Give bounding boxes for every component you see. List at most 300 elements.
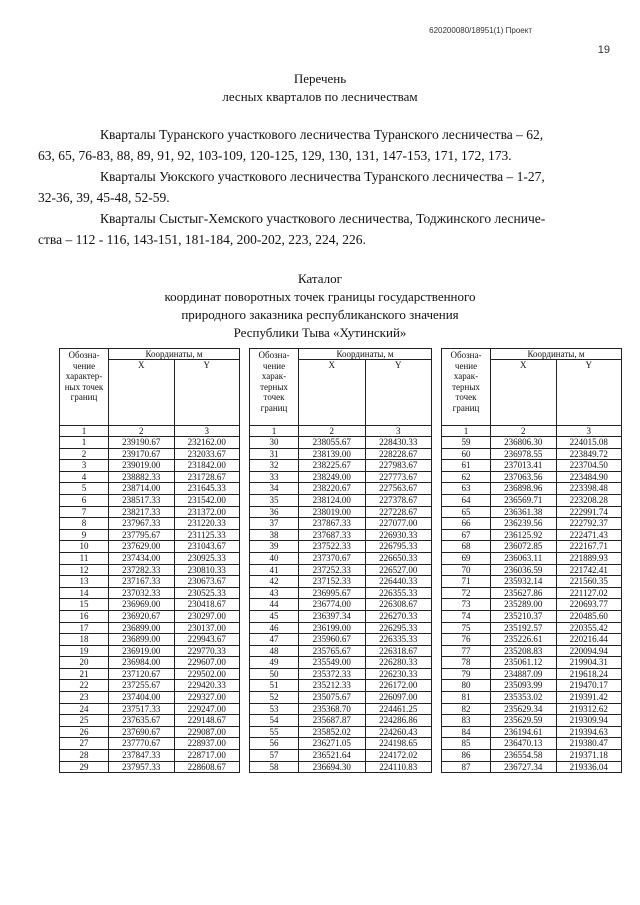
table-cell: 220693.77	[556, 599, 622, 611]
paragraph-line: ства – 112 - 116, 143-151, 181-184, 200-202, 223, 224, 226.	[38, 232, 366, 247]
table-cell: 231645.33	[174, 483, 240, 495]
table-cell: 237252.33	[299, 564, 366, 576]
table-cell: 16	[60, 610, 109, 622]
table-cell: 60	[442, 448, 491, 460]
table-cell: 66	[442, 518, 491, 530]
table-cell: 53	[250, 703, 299, 715]
table-cell: 62	[442, 471, 491, 483]
table-row	[442, 622, 622, 634]
table-cell: 231220.33	[174, 518, 240, 530]
table-cell: 219309.94	[556, 715, 622, 727]
table-cell: 235210.37	[491, 610, 557, 622]
table-row	[250, 599, 432, 611]
table-row	[442, 668, 622, 680]
table-cell: 223398.48	[556, 483, 622, 495]
table-cell: 223484.90	[556, 471, 622, 483]
table-row	[250, 738, 432, 750]
table-cell: 236920.67	[109, 610, 175, 622]
table-cell: 228937.00	[174, 738, 240, 750]
x-header: X	[491, 360, 557, 426]
table-cell: 83	[442, 715, 491, 727]
table-cell: 237957.33	[109, 761, 175, 773]
table-row	[250, 460, 432, 472]
y-header: Y	[556, 360, 622, 426]
table-cell: 229420.33	[174, 680, 240, 692]
table-row	[60, 552, 240, 564]
table-row	[250, 576, 432, 588]
table-row	[250, 471, 432, 483]
table-cell: 231842.00	[174, 460, 240, 472]
table-cell: 21	[60, 668, 109, 680]
table-cell: 231043.67	[174, 541, 240, 553]
table-cell: 235075.67	[299, 692, 366, 704]
table-cell: 234887.09	[491, 668, 557, 680]
table-cell: 219336.04	[556, 761, 622, 773]
table-cell: 236899.00	[109, 622, 175, 634]
table-cell: 235289.00	[491, 599, 557, 611]
table-row	[250, 552, 432, 564]
x-header: X	[299, 360, 366, 426]
table-row	[250, 657, 432, 669]
table-cell: 239170.67	[109, 448, 175, 460]
table-cell: 237522.33	[299, 541, 366, 553]
table-cell: 236898.96	[491, 483, 557, 495]
column-number-cell: 2	[109, 426, 175, 437]
table-cell: 228717.00	[174, 750, 240, 762]
table-cell: 238714.00	[109, 483, 175, 495]
catalog-title-line1: Каталог	[298, 271, 342, 286]
table-cell: 236899.00	[109, 634, 175, 646]
table-cell: 227378.67	[365, 494, 432, 506]
table-cell: 25	[60, 715, 109, 727]
table-cell: 229770.33	[174, 645, 240, 657]
table-row	[442, 703, 622, 715]
paragraph-line: Кварталы Сыстыг-Хемского участкового лесничества, Тоджинского лесниче-	[100, 211, 546, 226]
table-cell: 238055.67	[299, 437, 366, 449]
table-cell: 79	[442, 668, 491, 680]
table-cell: 19	[60, 645, 109, 657]
table-cell: 232033.67	[174, 448, 240, 460]
table-row	[442, 610, 622, 622]
table-cell: 220485.60	[556, 610, 622, 622]
table-cell: 81	[442, 692, 491, 704]
table-cell: 236774.00	[299, 599, 366, 611]
table-cell: 78	[442, 657, 491, 669]
table-cell: 220216.44	[556, 634, 622, 646]
table-cell: 236125.92	[491, 529, 557, 541]
paragraph-line: Кварталы Туранского участкового лесничества Туранского лесничества – 62,	[100, 127, 544, 142]
table-cell: 230137.00	[174, 622, 240, 634]
table-cell: 235765.67	[299, 645, 366, 657]
table-cell: 237255.67	[109, 680, 175, 692]
table-row	[250, 437, 432, 449]
table-cell: 227983.67	[365, 460, 432, 472]
table-cell: 235353.02	[491, 692, 557, 704]
catalog-title-line4: Республики Тыва «Хутинский»	[233, 325, 407, 340]
table-row	[250, 703, 432, 715]
table-cell: 36	[250, 506, 299, 518]
column-number-cell: 2	[491, 426, 557, 437]
table-cell: 221560.35	[556, 576, 622, 588]
table-cell: 64	[442, 494, 491, 506]
paragraph-uyuk	[38, 166, 610, 208]
table-row	[250, 541, 432, 553]
table-cell: 48	[250, 645, 299, 657]
table-cell: 44	[250, 599, 299, 611]
table-cell: 229607.00	[174, 657, 240, 669]
table-cell: 237282.33	[109, 564, 175, 576]
table-cell: 222991.74	[556, 506, 622, 518]
table-cell: 17	[60, 622, 109, 634]
table-cell: 235093.99	[491, 680, 557, 692]
table-cell: 41	[250, 564, 299, 576]
table-cell: 226172.00	[365, 680, 432, 692]
table-cell: 4	[60, 471, 109, 483]
table-cell: 7	[60, 506, 109, 518]
table-cell: 237867.33	[299, 518, 366, 530]
table-cell: 227773.67	[365, 471, 432, 483]
table-cell: 55	[250, 726, 299, 738]
page-number: 19	[597, 44, 610, 56]
table-row	[250, 750, 432, 762]
table-cell: 23	[60, 692, 109, 704]
table-cell: 56	[250, 738, 299, 750]
table-cell: 235629.34	[491, 703, 557, 715]
table-cell: 236995.67	[299, 587, 366, 599]
column-number-cell: 1	[60, 426, 109, 437]
table-cell: 68	[442, 541, 491, 553]
table-row	[60, 622, 240, 634]
table-cell: 229087.00	[174, 726, 240, 738]
table-cell: 235687.87	[299, 715, 366, 727]
table-cell: 69	[442, 552, 491, 564]
table-cell: 238882.33	[109, 471, 175, 483]
table-cell: 76	[442, 634, 491, 646]
catalog-title	[0, 270, 640, 342]
table-row	[442, 471, 622, 483]
designation-header: Обозна-чение харак-терных точек границ	[250, 349, 299, 426]
table-cell: 49	[250, 657, 299, 669]
table-cell: 220355.42	[556, 622, 622, 634]
table-cell: 229502.00	[174, 668, 240, 680]
table-row	[250, 692, 432, 704]
table-cell: 235208.83	[491, 645, 557, 657]
table-row	[250, 668, 432, 680]
table-cell: 86	[442, 750, 491, 762]
table-cell: 230810.33	[174, 564, 240, 576]
table-cell: 65	[442, 506, 491, 518]
table-cell: 237404.00	[109, 692, 175, 704]
table-cell: 230673.67	[174, 576, 240, 588]
paragraph-line: 63, 65, 76-83, 88, 89, 91, 92, 103-109, 120-125, 129, 130, 131, 147-153, 171, 172, 173.	[38, 148, 512, 163]
table-cell: 235852.02	[299, 726, 366, 738]
table-cell: 237434.00	[109, 552, 175, 564]
column-number-cell: 1	[250, 426, 299, 437]
table-row	[250, 587, 432, 599]
table-cell: 226230.33	[365, 668, 432, 680]
table-cell: 39	[250, 541, 299, 553]
table-cell: 239190.67	[109, 437, 175, 449]
table-cell: 230525.33	[174, 587, 240, 599]
table-row	[442, 750, 622, 762]
table-cell: 224461.25	[365, 703, 432, 715]
table-cell: 237629.00	[109, 541, 175, 553]
table-cell: 22	[60, 680, 109, 692]
table-cell: 237687.33	[299, 529, 366, 541]
table-cell: 235368.70	[299, 703, 366, 715]
table-cell: 231125.33	[174, 529, 240, 541]
table-cell: 18	[60, 634, 109, 646]
coordinates-table-3	[441, 348, 622, 773]
paragraph-turan	[38, 124, 610, 166]
table-cell: 61	[442, 460, 491, 472]
table-cell: 219380.47	[556, 738, 622, 750]
document-number: 620200080/18951(1) Проект	[429, 26, 532, 35]
table-row	[442, 738, 622, 750]
table-cell: 235960.67	[299, 634, 366, 646]
table-cell: 3	[60, 460, 109, 472]
y-header: Y	[365, 360, 432, 426]
table-cell: 226795.33	[365, 541, 432, 553]
designation-header: Обозна-чение характер-ных точек границ	[60, 349, 109, 426]
table-cell: 52	[250, 692, 299, 704]
table-row	[250, 622, 432, 634]
table-cell: 70	[442, 564, 491, 576]
table-cell: 34	[250, 483, 299, 495]
table-cell: 84	[442, 726, 491, 738]
table-cell: 235372.33	[299, 668, 366, 680]
table-row	[60, 645, 240, 657]
table-row	[442, 657, 622, 669]
table-row	[442, 715, 622, 727]
table-cell: 237063.56	[491, 471, 557, 483]
table-cell: 238517.33	[109, 494, 175, 506]
table-row	[250, 506, 432, 518]
table-row	[442, 506, 622, 518]
table-cell: 75	[442, 622, 491, 634]
table-row	[60, 726, 240, 738]
coordinates-header: Координаты, м	[109, 349, 240, 360]
table-row	[442, 518, 622, 530]
table-cell: 228228.67	[365, 448, 432, 460]
table-cell: 236569.71	[491, 494, 557, 506]
table-row	[60, 541, 240, 553]
table-cell: 238139.00	[299, 448, 366, 460]
catalog-title-line2: координат поворотных точек границы государственного	[164, 289, 476, 304]
table-cell: 238217.33	[109, 506, 175, 518]
table-row	[60, 680, 240, 692]
table-cell: 223208.28	[556, 494, 622, 506]
table-cell: 235549.00	[299, 657, 366, 669]
table-cell: 77	[442, 645, 491, 657]
paragraph-systyg	[38, 208, 610, 250]
list-title-line1: Перечень	[293, 71, 347, 86]
table-cell: 80	[442, 680, 491, 692]
table-cell: 73	[442, 599, 491, 611]
table-cell: 71	[442, 576, 491, 588]
table-row	[442, 494, 622, 506]
table-cell: 2	[60, 448, 109, 460]
table-cell: 236239.56	[491, 518, 557, 530]
table-cell: 236806.30	[491, 437, 557, 449]
list-title-line2: лесных кварталов по лесничествам	[222, 89, 418, 104]
table-cell: 38	[250, 529, 299, 541]
table-cell: 32	[250, 460, 299, 472]
table-cell: 237795.67	[109, 529, 175, 541]
table-row	[442, 448, 622, 460]
table-cell: 226280.33	[365, 657, 432, 669]
table-row	[60, 750, 240, 762]
table-row	[60, 576, 240, 588]
coordinates-header: Координаты, м	[491, 349, 622, 360]
table-cell: 236694.30	[299, 761, 366, 773]
table-row	[60, 518, 240, 530]
table-cell: 231728.67	[174, 471, 240, 483]
table-cell: 237013.41	[491, 460, 557, 472]
table-row	[60, 564, 240, 576]
column-number-cell: 1	[442, 426, 491, 437]
column-number-cell: 2	[299, 426, 366, 437]
table-cell: 35	[250, 494, 299, 506]
table-cell: 227077.00	[365, 518, 432, 530]
table-cell: 46	[250, 622, 299, 634]
table-cell: 87	[442, 761, 491, 773]
table-cell: 235629.59	[491, 715, 557, 727]
table-cell: 226355.33	[365, 587, 432, 599]
table-cell: 229327.00	[174, 692, 240, 704]
table-row	[60, 448, 240, 460]
table-cell: 226440.33	[365, 576, 432, 588]
table-cell: 236072.85	[491, 541, 557, 553]
table-row	[60, 715, 240, 727]
table-row	[442, 552, 622, 564]
table-cell: 230418.67	[174, 599, 240, 611]
table-cell: 223704.50	[556, 460, 622, 472]
table-cell: 45	[250, 610, 299, 622]
table-row	[442, 599, 622, 611]
table-cell: 63	[442, 483, 491, 495]
table-cell: 224198.65	[365, 738, 432, 750]
table-row	[442, 564, 622, 576]
coordinates-table-1	[59, 348, 240, 773]
table-row	[442, 726, 622, 738]
table-cell: 24	[60, 703, 109, 715]
table-cell: 236969.00	[109, 599, 175, 611]
table-cell: 226308.67	[365, 599, 432, 611]
table-cell: 51	[250, 680, 299, 692]
table-cell: 221889.93	[556, 552, 622, 564]
table-cell: 222471.43	[556, 529, 622, 541]
table-row	[60, 761, 240, 773]
table-cell: 224260.43	[365, 726, 432, 738]
table-cell: 43	[250, 587, 299, 599]
table-cell: 236554.58	[491, 750, 557, 762]
table-row	[60, 610, 240, 622]
table-cell: 238225.67	[299, 460, 366, 472]
table-cell: 228608.67	[174, 761, 240, 773]
table-row	[442, 529, 622, 541]
table-cell: 10	[60, 541, 109, 553]
table-cell: 33	[250, 471, 299, 483]
table-cell: 221127.02	[556, 587, 622, 599]
table-cell: 224286.86	[365, 715, 432, 727]
table-cell: 219394.63	[556, 726, 622, 738]
table-row	[60, 471, 240, 483]
table-row	[442, 460, 622, 472]
table-cell: 227563.67	[365, 483, 432, 495]
table-cell: 237167.33	[109, 576, 175, 588]
table-cell: 232162.00	[174, 437, 240, 449]
table-row	[250, 645, 432, 657]
table-cell: 37	[250, 518, 299, 530]
table-cell: 235192.57	[491, 622, 557, 634]
table-cell: 26	[60, 726, 109, 738]
column-number-cell: 3	[365, 426, 432, 437]
table-row	[442, 761, 622, 773]
table-cell: 8	[60, 518, 109, 530]
table-cell: 222167.71	[556, 541, 622, 553]
table-cell: 226270.33	[365, 610, 432, 622]
table-row	[60, 483, 240, 495]
table-row	[60, 460, 240, 472]
x-header: X	[109, 360, 175, 426]
table-cell: 219470.17	[556, 680, 622, 692]
table-row	[250, 564, 432, 576]
table-row	[60, 634, 240, 646]
table-row	[442, 587, 622, 599]
table-row	[250, 518, 432, 530]
table-cell: 57	[250, 750, 299, 762]
table-cell: 31	[250, 448, 299, 460]
table-cell: 235061.12	[491, 657, 557, 669]
table-cell: 221742.41	[556, 564, 622, 576]
table-cell: 238249.00	[299, 471, 366, 483]
table-cell: 30	[250, 437, 299, 449]
table-cell: 239019.00	[109, 460, 175, 472]
table-cell: 85	[442, 738, 491, 750]
table-cell: 228430.33	[365, 437, 432, 449]
table-cell: 235212.33	[299, 680, 366, 692]
table-cell: 220094.94	[556, 645, 622, 657]
table-cell: 231542.00	[174, 494, 240, 506]
table-row	[250, 529, 432, 541]
table-row	[60, 657, 240, 669]
table-cell: 238124.00	[299, 494, 366, 506]
table-row	[60, 494, 240, 506]
table-cell: 54	[250, 715, 299, 727]
table-row	[250, 634, 432, 646]
list-title	[0, 70, 640, 106]
table-row	[442, 634, 622, 646]
table-cell: 237635.67	[109, 715, 175, 727]
table-cell: 229247.00	[174, 703, 240, 715]
table-row	[250, 726, 432, 738]
table-row	[250, 483, 432, 495]
table-cell: 50	[250, 668, 299, 680]
table-cell: 219371.18	[556, 750, 622, 762]
table-row	[250, 680, 432, 692]
table-cell: 235226.61	[491, 634, 557, 646]
table-cell: 230925.33	[174, 552, 240, 564]
table-cell: 227228.67	[365, 506, 432, 518]
table-cell: 236036.59	[491, 564, 557, 576]
table-cell: 237847.33	[109, 750, 175, 762]
table-cell: 236984.00	[109, 657, 175, 669]
table-row	[60, 692, 240, 704]
table-cell: 236470.13	[491, 738, 557, 750]
table-row	[442, 437, 622, 449]
table-cell: 219391.42	[556, 692, 622, 704]
